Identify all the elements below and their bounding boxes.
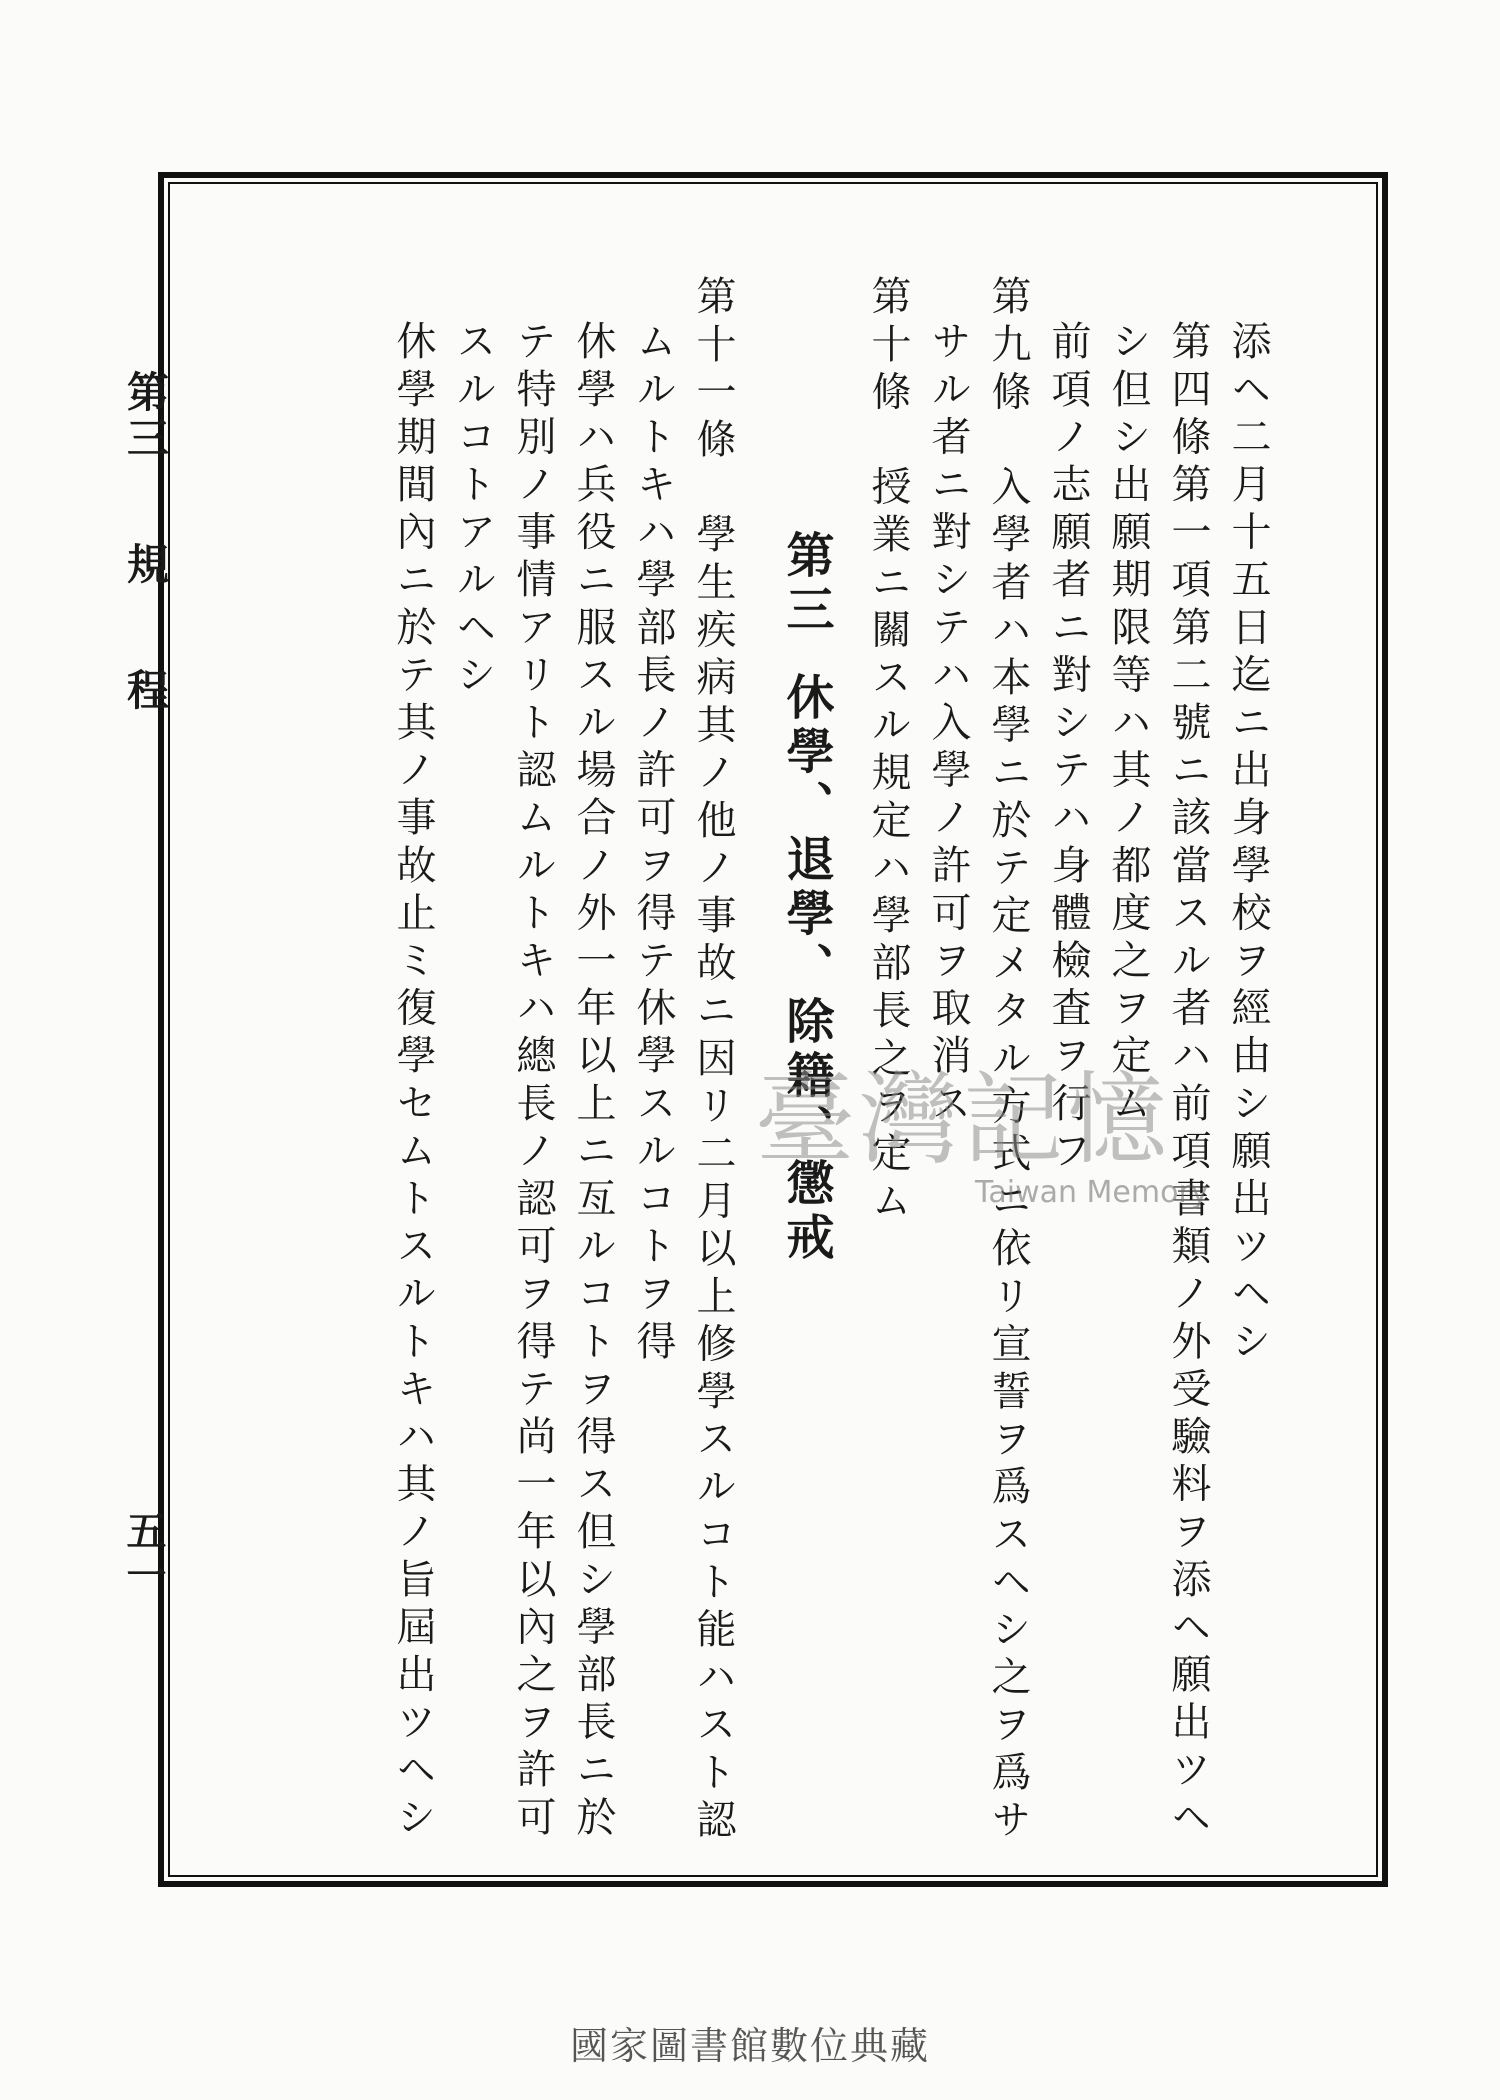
running-head bbox=[115, 370, 175, 714]
text-column: 休學期間內ニ於テ其ノ事故止ミ復學セムトスルトキハ其ノ旨屆出ツヘシ bbox=[390, 320, 436, 1844]
running-head-part: 程 bbox=[121, 668, 170, 714]
watermark-chars: 臺灣記憶 bbox=[755, 1061, 1171, 1178]
running-head-part: 第三 bbox=[121, 370, 170, 462]
watermark-subtitle: Taiwan Memory bbox=[975, 1175, 1209, 1210]
text-column: 第十一條 學生疾病其ノ他ノ事故ニ因リ二月以上修學スルコト能ハスト認 bbox=[690, 275, 736, 1846]
watermark-logo bbox=[755, 1061, 1215, 1235]
text-column: サル者ニ對シテハ入學ノ許可ヲ取消ス bbox=[925, 320, 971, 1130]
text-column: シ但シ出願期限等ハ其ノ都度之ヲ定ム bbox=[1105, 320, 1151, 1130]
text-column: 第四條第一項第二號ニ該當スル者ハ前項書類ノ外受驗料ヲ添ヘ願出ツヘ bbox=[1165, 320, 1211, 1844]
section-heading-title: 休學、退學、除籍、懲戒 bbox=[778, 672, 834, 1266]
text-column: スルコトアルヘシ bbox=[450, 320, 496, 701]
text-column: 休學ハ兵役ニ服スル場合ノ外一年以上ニ亙ルコトヲ得ス但シ學部長ニ於 bbox=[570, 320, 616, 1844]
running-head-part: 規 bbox=[121, 542, 170, 588]
text-column: 添ヘ二月十五日迄ニ出身學校ヲ經由シ願出ツヘシ bbox=[1225, 320, 1271, 1368]
text-column: ムルトキハ學部長ノ許可ヲ得テ休學スルコトヲ得 bbox=[630, 320, 676, 1368]
text-column: 第九條 入學者ハ本學ニ於テ定メタル方式ニ依リ宣誓ヲ爲スヘシ之ヲ爲サ bbox=[985, 275, 1031, 1846]
text-column: 前項ノ志願者ニ對シテハ身體檢査ヲ行フ bbox=[1045, 320, 1091, 1177]
section-heading-label: 第三 bbox=[778, 530, 834, 638]
page-number: 五一 bbox=[120, 1510, 166, 1598]
text-column: 第十條 授業ニ關スル規定ハ學部長之ヲ定ム bbox=[865, 275, 911, 1227]
text-column: テ特別ノ事情アリト認ムルトキハ總長ノ認可ヲ得テ尚一年以內之ヲ許可 bbox=[510, 320, 556, 1844]
footer-credit: 國家圖書館數位典藏 bbox=[569, 2024, 930, 2068]
